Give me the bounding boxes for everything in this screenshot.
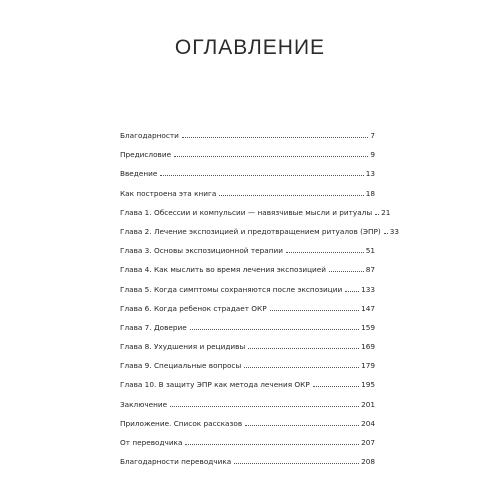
toc-entry xyxy=(120,207,391,227)
toc-entry-page: 195 xyxy=(361,380,375,390)
toc-entry-page: 18 xyxy=(365,188,375,198)
toc-entry xyxy=(120,131,375,150)
toc-entry xyxy=(120,169,375,188)
toc-entry-label: Глава 2. Лечение экспозицией и предотвращением ритуалов (ЭПР) xyxy=(120,226,381,236)
toc-leader-dots xyxy=(185,444,359,445)
toc-entry-page: 13 xyxy=(365,169,375,179)
toc-leader-dots xyxy=(160,175,363,176)
toc-entry-label: Как построена эта книга xyxy=(120,188,217,198)
toc-entry-label: Глава 8. Ухудшения и рецидивы xyxy=(120,342,246,352)
toc-entry-page: 169 xyxy=(361,342,375,352)
toc-entry xyxy=(120,226,400,246)
toc-leader-dots xyxy=(219,195,363,196)
toc-entry-label: Благодарности переводчика xyxy=(120,457,232,467)
toc-entry-label: Глава 4. Как мыслить во время лечения экспозицией xyxy=(120,265,327,275)
toc-entry xyxy=(120,265,375,284)
table-of-contents xyxy=(120,131,400,476)
page-title: ОГЛАВЛЕНИЕ xyxy=(174,36,326,59)
toc-entry-page: 9 xyxy=(370,150,375,160)
toc-entry-page: 147 xyxy=(361,303,375,313)
toc-leader-dots xyxy=(245,425,359,426)
toc-leader-dots xyxy=(375,214,379,215)
toc-leader-dots xyxy=(248,348,359,349)
toc-entry-label: От переводчика xyxy=(120,438,183,447)
toc-entry-page: 21 xyxy=(381,207,391,217)
toc-leader-dots xyxy=(329,271,364,272)
toc-entry-label: Глава 9. Специальные вопросы xyxy=(120,361,242,371)
toc-leader-dots xyxy=(170,406,359,407)
toc-leader-dots xyxy=(384,233,388,234)
toc-entry-page: 204 xyxy=(361,418,375,428)
toc-leader-dots xyxy=(286,252,364,253)
toc-entry-page: 87 xyxy=(365,265,375,275)
toc-leader-dots xyxy=(313,386,359,387)
toc-entry xyxy=(120,380,375,399)
toc-entry-label: Введение xyxy=(120,169,158,179)
toc-entry-page: 159 xyxy=(361,322,375,332)
toc-entry-page: 51 xyxy=(365,246,375,256)
toc-entry-label: Предисловие xyxy=(120,150,172,160)
toc-entry xyxy=(120,246,375,265)
toc-entry-label: Приложение. Список рассказов xyxy=(120,418,243,428)
toc-entry xyxy=(120,304,375,323)
toc-entry-label: Глава 7. Доверие xyxy=(120,322,187,332)
toc-leader-dots xyxy=(345,291,359,292)
toc-entry xyxy=(120,457,375,476)
toc-leader-dots xyxy=(234,463,359,464)
toc-entry-page: 133 xyxy=(361,284,375,294)
toc-entry xyxy=(120,285,375,304)
toc-entry-page: 207 xyxy=(361,438,375,447)
toc-entry xyxy=(120,150,375,169)
toc-entry xyxy=(120,342,375,361)
toc-leader-dots xyxy=(182,137,369,138)
toc-entry xyxy=(120,438,375,457)
toc-entry-label: Заключение xyxy=(120,399,168,409)
toc-leader-dots xyxy=(244,367,359,368)
toc-entry xyxy=(120,189,375,208)
toc-leader-dots xyxy=(270,310,359,311)
toc-entry xyxy=(120,419,375,438)
toc-entry-page: 7 xyxy=(370,131,375,140)
toc-leader-dots xyxy=(174,156,368,157)
toc-entry xyxy=(120,400,375,419)
toc-entry-page: 179 xyxy=(361,361,375,371)
toc-entry-page: 208 xyxy=(361,457,375,467)
toc-entry-label: Глава 1. Обсессии и компульсии — навязчивые мысли и ритуалы xyxy=(120,207,373,217)
toc-entry xyxy=(120,361,375,380)
toc-entry-label: Глава 3. Основы экспозиционной терапии xyxy=(120,246,283,256)
toc-entry-label: Глава 5. Когда симптомы сохраняются после экспозиции xyxy=(120,284,343,294)
toc-entry-label: Глава 6. Когда ребенок страдает ОКР xyxy=(120,303,267,313)
toc-leader-dots xyxy=(190,329,359,330)
toc-entry-label: Благодарности xyxy=(120,131,179,140)
toc-entry-page: 201 xyxy=(361,399,375,409)
toc-entry-label: Глава 10. В защиту ЭПР как метода лечения ОКР xyxy=(120,380,310,390)
toc-entry-page: 33 xyxy=(389,226,400,236)
toc-entry xyxy=(120,323,375,342)
